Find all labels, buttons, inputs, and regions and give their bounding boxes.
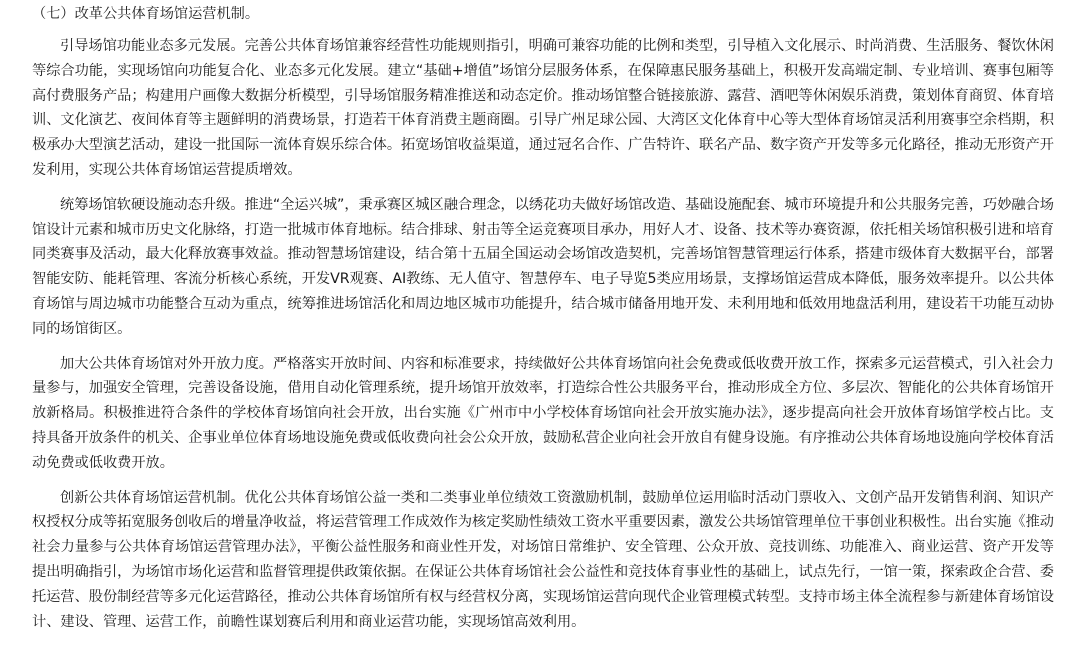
paragraph-operation-mechanism: 创新公共体育场馆运营机制。优化公共体育场馆公益一类和二类事业单位绩效工资激励机制，鼓励单位运用临时活动门票收入、文创产品开发销售利润、知识产权授权分成等拓宽服务创收后的增量净收益，将运营管理工作成效作为核定奖励性绩效工资水平重要因素，激发公共场馆管理单位干事创业积极性。出台实施《推动社会力量参与公共体育场馆运营管理办法》，平衡公益性服务和商业性开发，对场馆日常维护、安全管理、公众开放、竞技训练、功能准入、商业运营、资产开发等提出明确指引，为场馆市场化运营和监督管理提供政策依据。在保证公共体育场馆社会公益性和竞技体育事业性的基础上，试点先行，一馆一策，探索政企合营、委托运营、股份制经营等多元化运营路径，推动公共体育场馆所有权与经营权分离，实现场馆运营向现代企业管理模式转型。支持市场主体全流程参与新建体育场馆设计、建设、管理、运营工作，前瞻性谋划赛后利用和商业运营功能，实现场馆高效利用。 (32, 489, 1054, 630)
section-heading: （七）改革公共体育场馆运营机制。 (32, 6, 260, 22)
paragraph-facility-upgrade: 统筹场馆软硬设施动态升级。推进“全运兴城”，秉承赛区城区融合理念，以绣花功夫做好场馆改造、基础设施配套、城市环境提升和公共服务完善，巧妙融合场馆设计元素和城市历史文化脉络，打造一批城市体育地标。结合排球、射击等全运竞赛项目承办，用好人才、设备、技术等办赛资源，依托相关场馆积极引进和培育同类赛事及活动，最大化释放赛事效益。推动智慧场馆建设，结合第十五届全国运动会场馆改造契机，完善场馆智慧管理运行体系，搭建市级体育大数据平台，部署智能安防、能耗管理、客流分析核心系统，开发VR观赛、AI教练、无人值守、智慧停车、电子导览5类应用场景，支撑场馆运营成本降低，服务效率提升。以公共体育场馆与周边城市功能整合互动为重点，统筹推进场馆活化和周边地区城市功能提升，结合城市储备用地开发、未利用地和低效用地盘活利用，建设若干功能互动协同的场馆街区。 (32, 196, 1054, 337)
paragraph-venue-function-diversification: 引导场馆功能业态多元发展。完善公共体育场馆兼容经营性功能规则指引，明确可兼容功能的比例和类型，引导植入文化展示、时尚消费、生活服务、餐饮休闲等综合功能，实现场馆向功能复合化、业态多元化发展。建立“基础+增值”场馆分层服务体系，在保障惠民服务基础上，积极开发高端定制、专业培训、赛事包厢等高付费服务产品；构建用户画像大数据分析模型，引导场馆服务精准推送和动态定价。推动场馆整合链接旅游、露营、酒吧等休闲娱乐消费，策划体育商贸、体育培训、文化演艺、夜间体育等主题鲜明的消费场景，打造若干体育消费主题商圈。引导广州足球公园、大湾区文化体育中心等大型体育场馆灵活利用赛事空余档期，积极承办大型演艺活动，建设一批国际一流体育娱乐综合体。拓宽场馆收益渠道，通过冠名合作、广告特许、联名产品、数字资产开发等多元化路径，推动无形资产开发利用，实现公共体育场馆运营提质增效。 (32, 38, 1054, 178)
paragraph-public-opening: 加大公共体育场馆对外开放力度。严格落实开放时间、内容和标准要求，持续做好公共体育场馆向社会免费或低收费开放工作，探索多元运营模式，引入社会力量参与，加强安全管理，完善设备设施，借用自动化管理系统，提升场馆开放效率，打造综合性公共服务平台，推动形成全方位、多层次、智能化的公共体育场馆开放新格局。积极推进符合条件的学校体育场馆向社会开放，出台实施《广州市中小学校体育场馆向社会开放实施办法》，逐步提高向社会开放体育场馆学校占比。支持具备开放条件的机关、企事业单位体育场地设施免费或低收费向社会公众开放，鼓励私营企业向社会开放自有健身设施。有序推动公共体育场地设施向学校体育活动免费或低收费开放。 (32, 355, 1054, 471)
